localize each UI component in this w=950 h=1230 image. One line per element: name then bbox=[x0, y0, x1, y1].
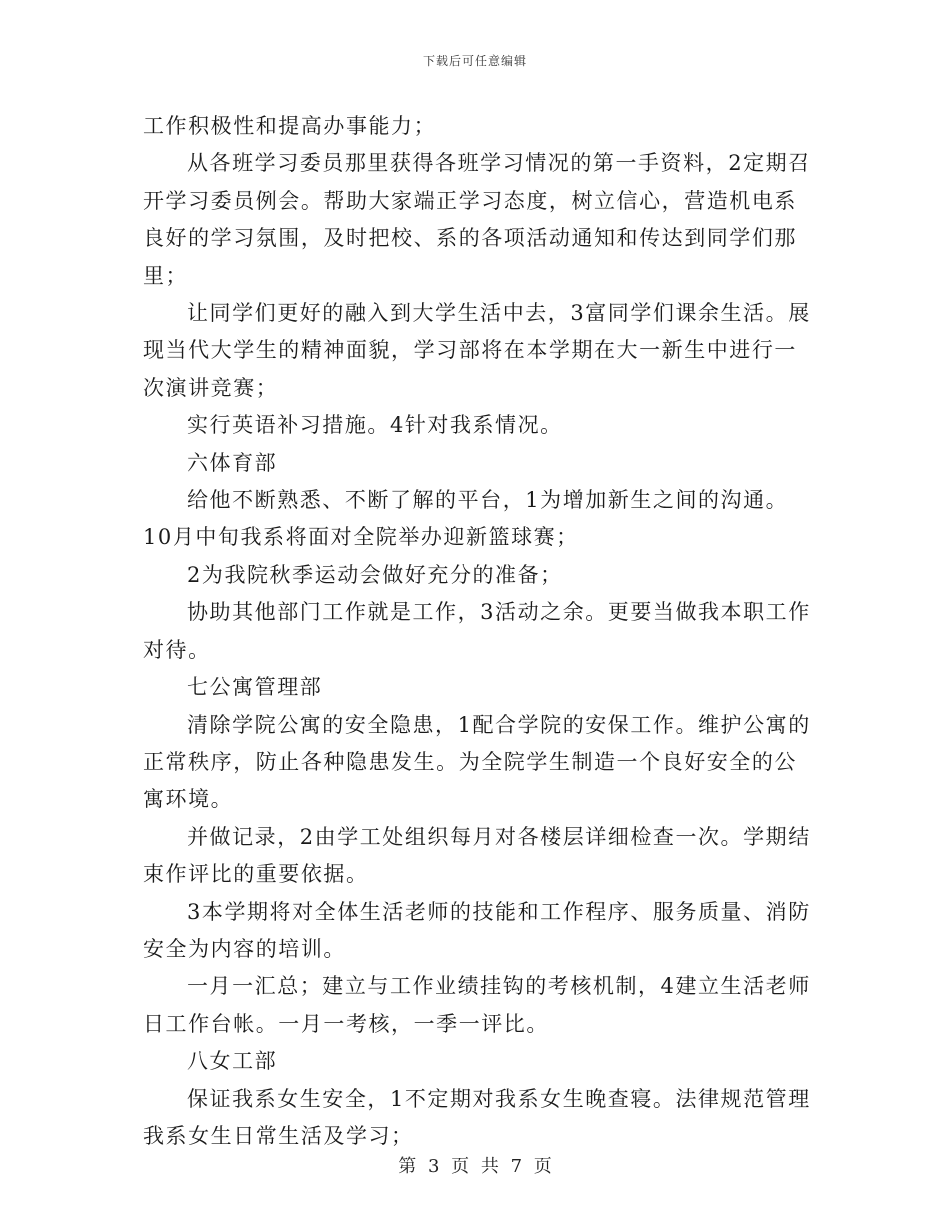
paragraph: 一月一汇总；建立与工作业绩挂钩的考核机制，4建立生活老师日工作台帐。一月一考核，一季一评比。 bbox=[143, 974, 811, 1036]
paragraph: 给他不断熟悉、不断了解的平台，1为增加新生之间的沟通。10月中旬我系将面对全院举办迎新篮球赛； bbox=[143, 488, 789, 550]
page-header: 下载后可任意编辑 bbox=[422, 54, 527, 68]
paragraph: 工作积极性和提高办事能力； bbox=[143, 114, 437, 138]
paragraph: 保证我系女生安全，1不定期对我系女生晚查寝。法律规范管理我系女生日常生活及学习； bbox=[143, 1086, 811, 1148]
document-body bbox=[143, 108, 813, 1155]
paragraph: 实行英语补习措施。4针对我系情况。 bbox=[187, 413, 563, 438]
paragraph: 协助其他部门工作就是工作，3活动之余。更要当做我本职工作对待。 bbox=[143, 600, 811, 662]
section-heading: 七公寓管理部 bbox=[187, 675, 323, 700]
paragraph: 2为我院秋季运动会做好充分的准备； bbox=[187, 562, 563, 587]
paragraph: 并做记录，2由学工处组织每月对各楼层详细检查一次。学期结束作评比的重要依据。 bbox=[143, 824, 811, 887]
paragraph: 清除学院公寓的安全隐患，1配合学院的安保工作。维护公寓的正常秩序，防止各种隐患发生。为全院学生制造一个良好安全的公寓环境。 bbox=[143, 712, 811, 812]
section-heading: 八女工部 bbox=[187, 1049, 278, 1074]
page-number-footer: 第 3 页 共 7 页 bbox=[398, 1156, 552, 1177]
paragraph: 从各班学习委员那里获得各班学习情况的第一手资料，2定期召开学习委员例会。帮助大家端正学习态度，树立信心，营造机电系良好的学习氛围，及时把校、系的各项活动通知和传达到同学们那里； bbox=[143, 151, 811, 288]
section-heading: 六体育部 bbox=[187, 450, 278, 475]
paragraph: 让同学们更好的融入到大学生活中去，3富同学们课余生活。展现当代大学生的精神面貌，学习部将在本学期在大一新生中进行一次演讲竞赛； bbox=[143, 301, 811, 400]
paragraph: 3本学期将对全体生活老师的技能和工作程序、服务质量、消防安全为内容的培训。 bbox=[143, 899, 811, 961]
